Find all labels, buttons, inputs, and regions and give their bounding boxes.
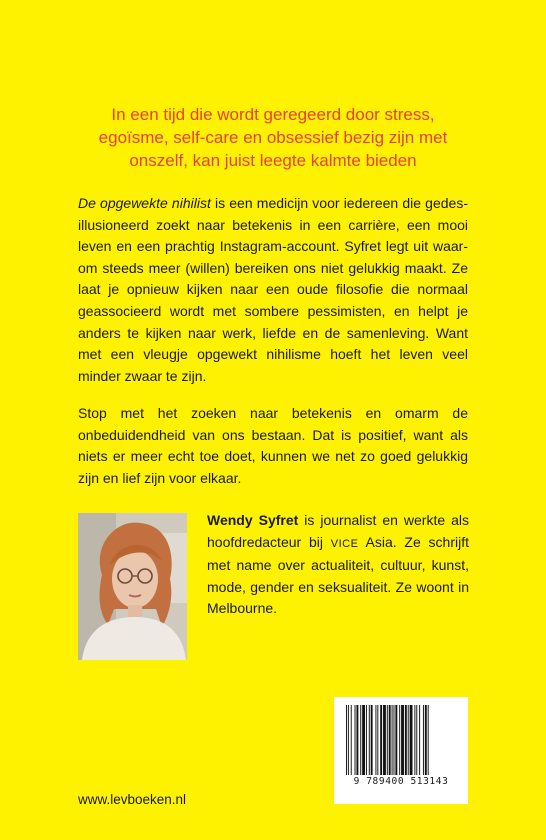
book-title: De opgewekte nihilist: [78, 195, 211, 211]
author-bio: [207, 510, 469, 620]
vice-wordmark: VICE: [330, 537, 359, 550]
isbn-number: 9 789400 513143: [353, 776, 449, 787]
description-text: is een medicijn voor iedereen die gedesillusioneerd zoekt naar betekenis in een carrière, een mooi leven en een prachtig Instagram-account. Syfret legt uit waarom steeds meer (willen) bereiken ons niet gelukkig maakt. Ze laat je opnieuw kijken naar een oude filosofie die normaal geassocieerd wordt met sombere pessimisten, en helpt je anders te kijken naar werk, liefde en de samenleving. Want met een vleugje opgewekt nihilisme hoeft het leven veel minder zwaar te zijn.: [78, 195, 468, 384]
barcode: [334, 697, 468, 804]
description-paragraph: [78, 193, 468, 387]
barcode-bars: [346, 705, 456, 777]
author-photo: [78, 513, 187, 660]
author-bio-text-end: Asia. Ze schrijft met name over actualiteit, cultuur, kunst, mode, gender en seksualiteit. Ze woont in Melbourne.: [207, 533, 469, 617]
author-name: Wendy Syfret: [207, 512, 299, 528]
closing-paragraph: Stop met het zoeken naar betekenis en omarm de onbeduidendheid van ons bestaan. Dat is positief, want als niets er meer echt toe doet, kunnen we net zo goed gelukkig zijn en lief zijn voor elkaar.: [78, 405, 468, 486]
author-bio-text: is journalist en werkte als hoofdredacteur bij: [207, 512, 469, 550]
tagline: In een tijd die wordt geregeerd door stress, egoïsme, self-care en obsessief bezig zijn met onszelf, kan juist leegte kalmte bieden: [98, 105, 448, 170]
publisher-website: www.levboeken.nl: [78, 792, 187, 807]
